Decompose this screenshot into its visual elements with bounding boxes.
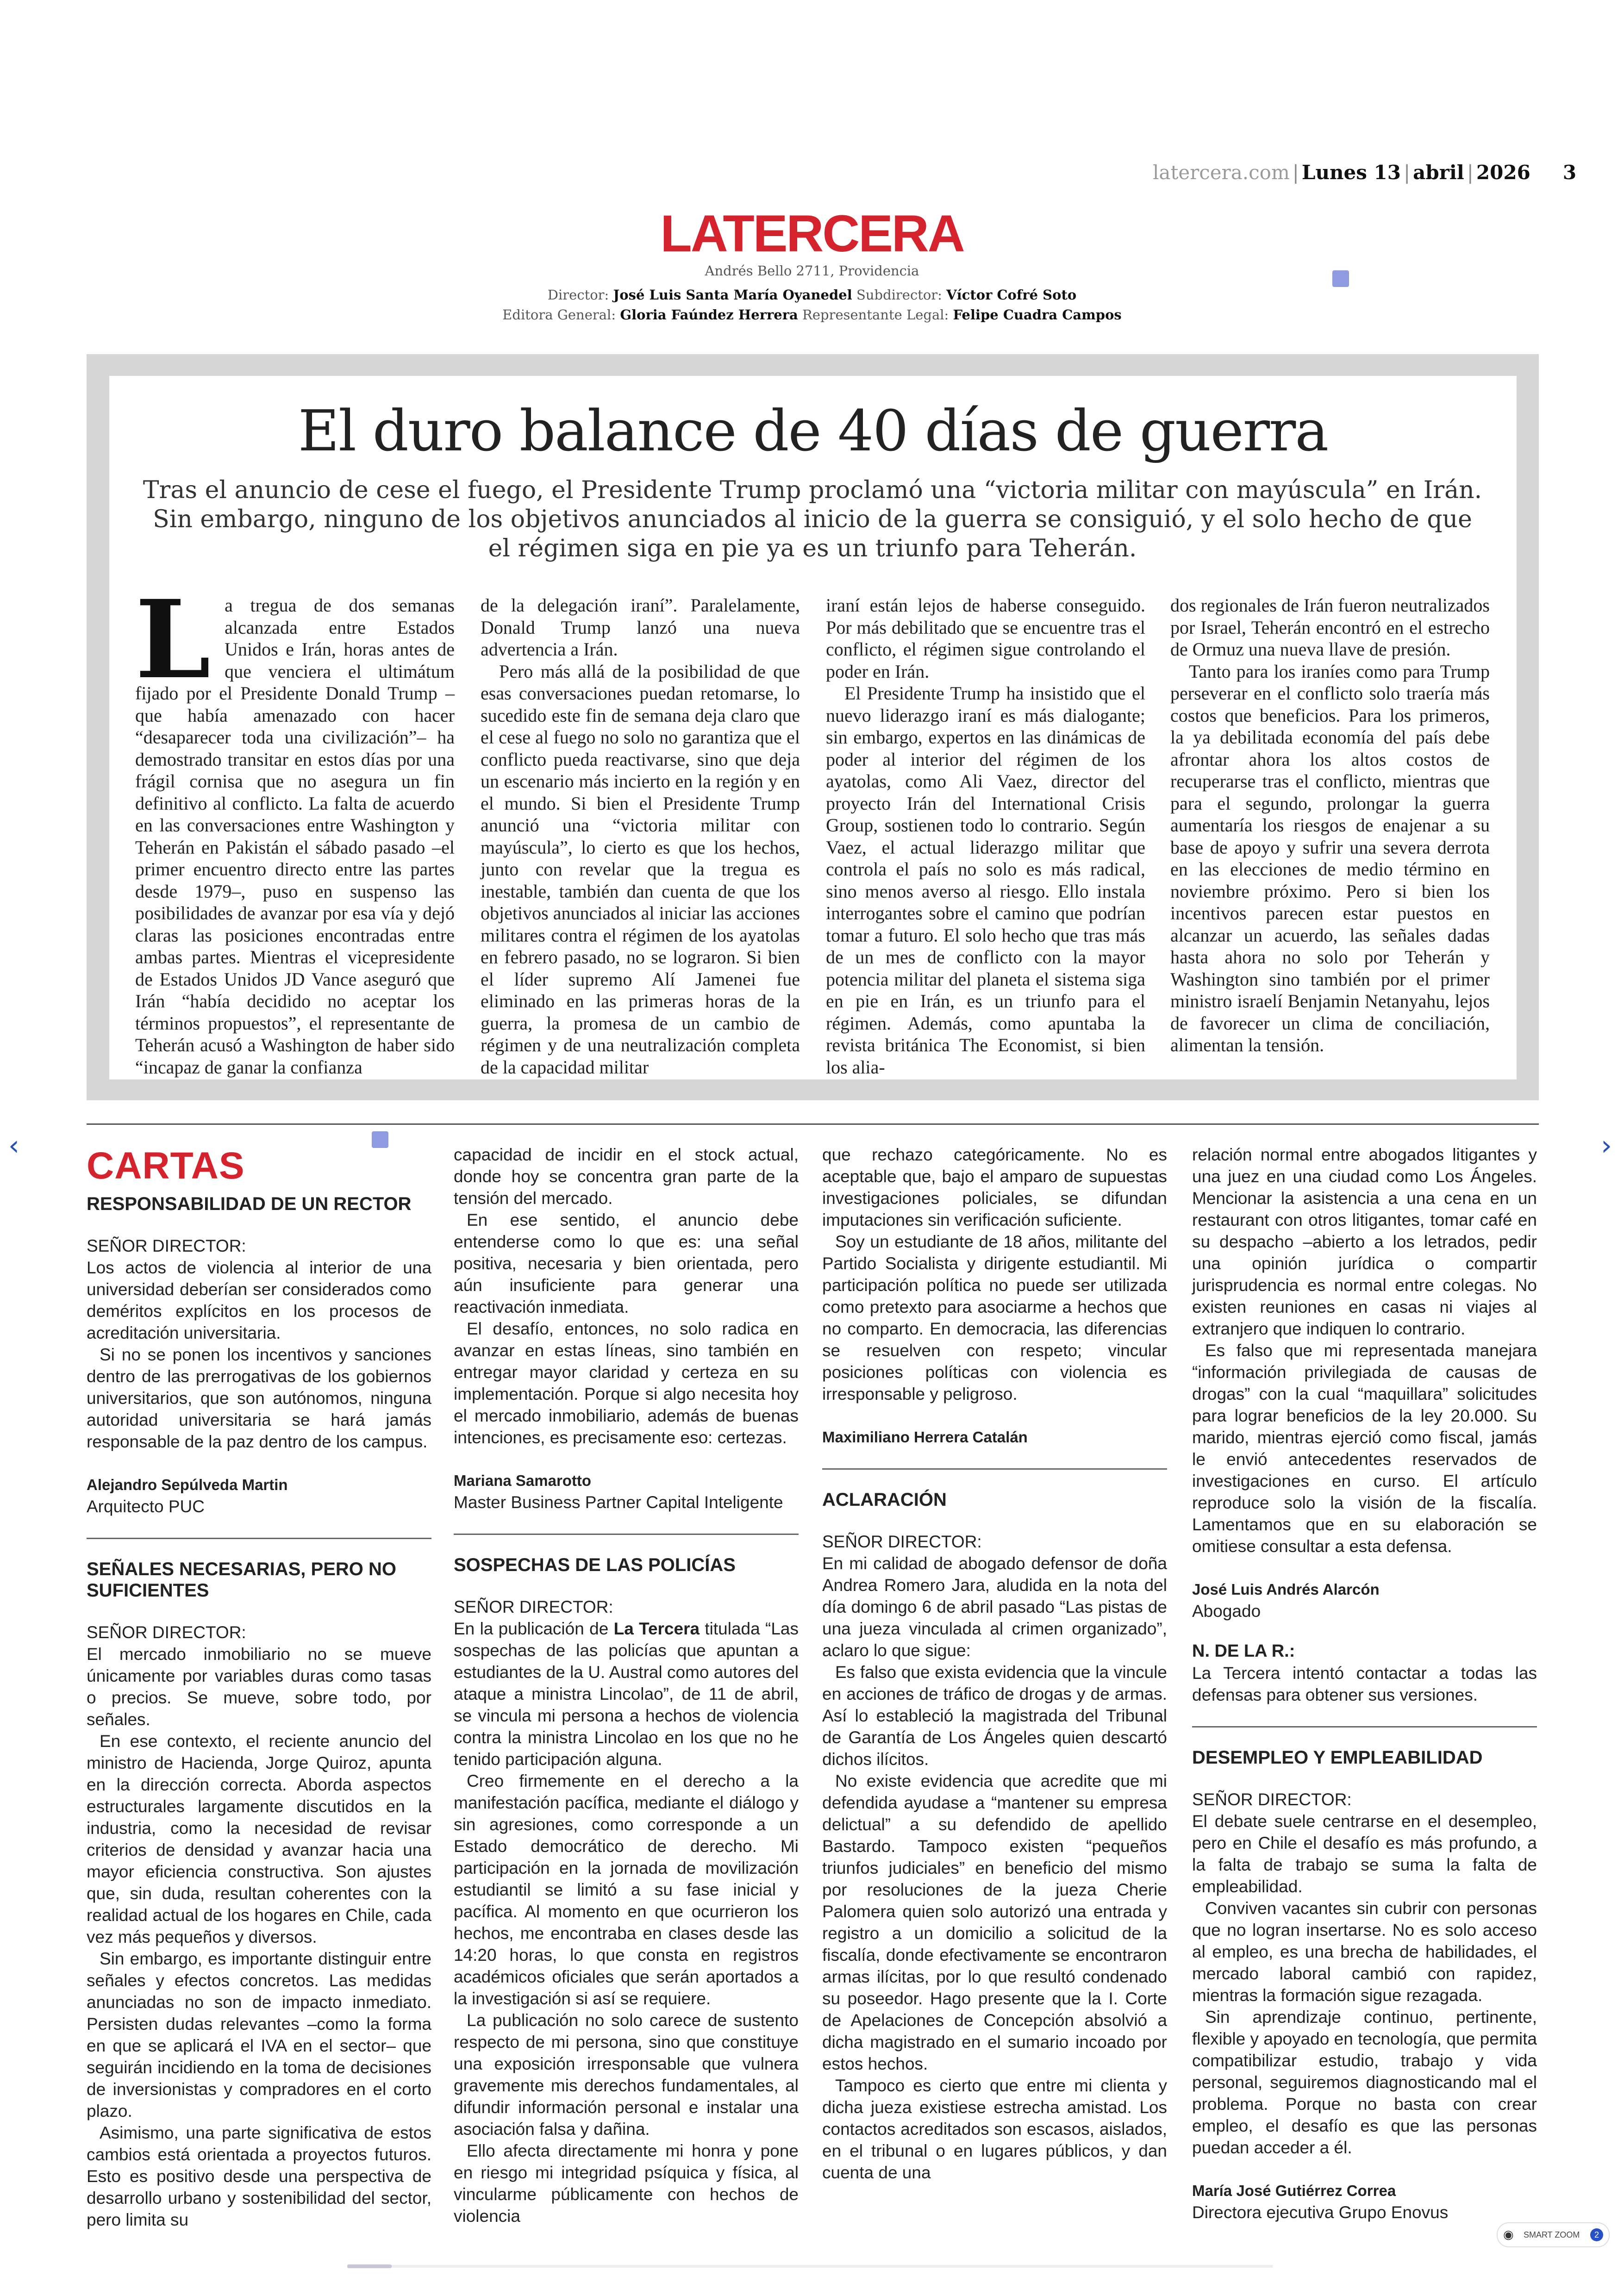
letter-divider: [1192, 1726, 1537, 1727]
editor-name: Gloria Faúndez Herrera: [620, 307, 798, 323]
letter-author: María José Gutiérrez Correa: [1192, 2182, 1396, 2199]
letters-column-3: que rechazo categóricamente. No es aceptable que, bajo el amparo de supuestas investigaciones policiales, se difundan imputaciones sin verificación suficiente. Soy un estudiante de 18 años, militante del Partido Socialista y dirigente estudiantil. Mi participación política no puede ser utilizada como pretexto para asociarme a hechos que no comparto. En democracia, las diferencias se resuelven con respeto; vincular posiciones políticas con violencia es irresponsable y peligroso. Maximiliano Herrera Catalán ACLARACIÓN SEÑOR DIRECTOR: En mi calidad de abogado defensor de doña Andrea Romero Jara, aludida en la nota del día domingo 6 de abril pasado “Las pistas de una jueza vinculada al crimen organizado”, aclaro lo que sigue: Es falso que exista evidencia que la vincule en acciones de tráfico de drogas y de armas. Así lo estableció la magistrada del Tribunal de Garantía de Los Ángeles quien descartó dichos ilícitos. No existe evidencia que acredite que mi defendida ayudase a “mantener su empresa delictual” a su defendido de apellido Bastardo. Tampoco existen “pequeños triunfos judiciales” en beneficio del mismo por resoluciones de la jueza Cherie Palomera quien solo autorizó una entrada y registro a un domicilio a solicitud de la fiscalía, donde efectivamente se encontraron armas ilícitas, por lo que resultó condenado su poseedor. Hago presente que la I. Corte de Apelaciones de Concepción absolvió a dicha magistrado en el sumario incoado por estos hechos. Tampoco es cierto que entre mi clienta y dicha jueza existiese estrecha amistad. Los contactos acreditados son escasos, aislados, en el tribunal o en lugares públicos, y dan cuenta de una: [822, 1145, 1167, 2182]
editorial-lead: Tras el anuncio de cese el fuego, el Presidente Trump proclamó una “victoria militar con mayúscula” en Irán. Sin embargo, ninguno de los objetivos anunciados al inicio de la guerra se consiguió, y el solo hecho de que el régimen siga en pie ya es un triunfo para Teherán.: [143, 476, 1482, 562]
date-year: 2026: [1476, 161, 1530, 184]
editorial-column-1: L a tregua de dos semanas alcanzada entre Estados Unidos e Irán, horas antes de que venciera el ultimátum fijado por el Presidente Donald Trump –que había amenazado con hacer “desaparecer toda una civilización”– ha demostrado transitar en estos días por una frágil cornisa que no asegura un fin definitivo al conflicto. La falta de acuerdo en las conversaciones entre Washington y Teherán en Pakistán el sábado pasado –el primer encuentro directo entre las partes desde 1979–, puso en suspenso las posibilidades de avanzar por esa vía y dejó claras las posiciones encontradas entre ambas partes. Mientras el vicepresidente de Estados Unidos JD Vance aseguró que Irán “había decidido no aceptar los términos propuestos”, el representante de Teherán acusó a Washington de haber sido “incapaz de ganar la confianza: [135, 576, 455, 1078]
letter-divider: [454, 1534, 799, 1535]
newspaper-address: Andrés Bello 2711, Providencia: [705, 263, 919, 279]
letter-title: SOSPECHAS DE LAS POLICÍAS: [454, 1555, 736, 1575]
section-title-cartas: CARTAS: [87, 1145, 245, 1187]
legal-rep-name: Felipe Cuadra Campos: [953, 307, 1122, 323]
editorial-column-3: iraní están lejos de haberse conseguido. Por más debilitado que se encuentre tras el conflicto, el régimen sigue controlando el poder en Irán. El Presidente Trump ha insistido que el nuevo liderazgo iraní es más dialogante; sin embargo, expertos en las dinámicas de poder al interior del régimen de los ayatolas, como Ali Vaez, director del proyecto Irán del International Crisis Group, sostienen todo lo contrario. Según Vaez, el actual liderazgo militar que controla el país no solo es más radical, sino menos averso al riesgo. Ello instala interrogantes sobre el camino que podrían tomar a futuro. El solo hecho que tras más de un mes de conflicto con la mayor potencia militar del planeta el sistema siga en pie en Irán, es un triunfo para el régimen. Además, como apuntaba la revista británica The Economist, si bien los alia-: [826, 595, 1145, 1078]
section-divider: [87, 1123, 1539, 1125]
letters-column-2: capacidad de incidir en el stock actual, donde hoy se concentra gran parte de la tensión del mercado. En ese sentido, el anuncio debe entenderse como lo que es: una señal positiva, necesaria y bien orientada, pero aún insuficiente para generar una reactivación inmediata. El desafío, entonces, no solo radica en avanzar en estas líneas, sino también en entregar mayor claridad y certeza en su implementación. Porque si algo necesita hoy el mercado inmobiliario, además de buenas intenciones, es precisamente eso: certezas. Mariana Samarotto Master Business Partner Capital Inteligente SOSPECHAS DE LAS POLICÍAS SEÑOR DIRECTOR: En la publicación de La Tercera titulada “Las sospechas de las policías que apuntan a estudiantes de la U. Austral como autores del ataque a ministra Lincolao”, de 11 de abril, se vincula mi persona a hechos de violencia contra la ministra Lincolao en los que no he tenido participación alguna. Creo firmemente en el derecho a la manifestación pacífica, mediante el diálogo y sin agresiones, como corresponde a un Estado democrático de derecho. Mi participación en la jornada de movilización estudiantil se limitó a su fase inicial y pacífica. Al momento en que ocurrieron los hechos, me encontraba en clases desde las 14:20 horas, lo que consta en registros académicos oficiales que serán aportados a la investigación si así se requiere. La publicación no solo carece de sustento respecto de mi persona, sino que constituye una exposición irresponsable que vulnera gravemente mis derechos fundamentales, al difundir información personal e instalar una asociación falsa y dañina. Ello afecta directamente mi honra y pone en riesgo mi integridad psíquica y física, al vincularme públicamente con hechos de violencia: [454, 1145, 799, 2226]
smart-zoom-label: SMART ZOOM: [1524, 2230, 1580, 2239]
drop-cap: L: [135, 576, 211, 703]
letter-title: SEÑALES NECESARIAS, PERO NO SUFICIENTES: [87, 1559, 397, 1601]
smart-zoom-button[interactable]: [1497, 2222, 1610, 2247]
letter-title: DESEMPLEO Y EMPLEABILIDAD: [1192, 1747, 1483, 1768]
letter-divider: [87, 1538, 431, 1539]
letter-divider: [822, 1468, 1167, 1470]
bookmark-icon[interactable]: [372, 1131, 388, 1148]
page-dateline: latercera.com | Lunes 13 | abril | 2026 3: [1153, 161, 1577, 184]
smart-zoom-badge: 2: [1590, 2228, 1603, 2241]
letter-title: ACLARACIÓN: [822, 1490, 947, 1510]
masthead-directors: Director: José Luis Santa María Oyanedel Subdirector: Víctor Cofré Soto: [547, 287, 1077, 303]
prev-page-arrow-icon[interactable]: ‹: [8, 1129, 19, 1162]
subdirector-name: Víctor Cofré Soto: [946, 287, 1077, 303]
site-url[interactable]: latercera.com: [1153, 161, 1290, 184]
editorial-headline: El duro balance de 40 días de guerra: [298, 398, 1328, 464]
scrollbar-thumb[interactable]: [347, 2264, 392, 2268]
horizontal-scrollbar[interactable]: [347, 2265, 1273, 2268]
letter-author: José Luis Andrés Alarcón: [1192, 1581, 1380, 1598]
eye-icon: ◉: [1503, 2227, 1514, 2241]
editor-note: La Tercera intentó contactar a todas las defensas para obtener sus versiones.: [1192, 1664, 1537, 1704]
newspaper-logo: LATERCERA: [660, 205, 964, 262]
date-month: abril: [1413, 161, 1464, 184]
editor-note-title: N. DE LA R.:: [1192, 1641, 1295, 1661]
letter-author: Alejandro Sepúlveda Martin: [87, 1476, 288, 1493]
letter-title: RESPONSABILIDAD DE UN RECTOR: [87, 1194, 412, 1214]
director-name: José Luis Santa María Oyanedel: [613, 287, 852, 303]
bookmark-icon[interactable]: [1332, 270, 1349, 287]
editorial-column-4: dos regionales de Irán fueron neutralizados por Israel, Teherán encontró en el estrecho de Ormuz una nueva llave de presión. Tanto para los iraníes como para Trump perseverar en el conflicto solo traería más costos que beneficios. Para los primeros, la ya debilitada economía del país debe afrontar ahora los altos costos de recuperarse tras el conflicto, mientras que para el segundo, prolongar la guerra aumentaría los riesgos de enajenar a su base de apoyo y sufrir una severa derrota en las elecciones de medio término en noviembre próximo. Pero si bien los incentivos parecen estar puestos en alcanzar un acuerdo, las señales dadas hasta ahora no solo por Teherán y Washington sino también por el primer ministro israelí Benjamin Netanyahu, lejos de favorecer un clima de conciliación, alimentan la tensión.: [1170, 595, 1490, 1055]
date-day: Lunes 13: [1301, 161, 1401, 184]
letters-column-1: RESPONSABILIDAD DE UN RECTOR SEÑOR DIRECTOR: Los actos de violencia al interior de una universidad deberían ser considerados como deméritos explícitos en los procesos de acreditación universitaria. Si no se ponen los incentivos y sanciones dentro de las prerrogativas de los gobiernos universitarios, que son autónomos, ninguna autoridad universitaria se hará jamás responsable de la paz dentro de los campus. Alejandro Sepúlveda Martin Arquitecto PUC SEÑALES NECESARIAS, PERO NO SUFICIENTES SEÑOR DIRECTOR: El mercado inmobiliario no se mueve únicamente por variables duras como tasas o precios. Se mueve, sobre todo, por señales. En ese contexto, el reciente anuncio del ministro de Hacienda, Jorge Quiroz, apunta en la dirección correcta. Aborda aspectos estructurales largamente discutidos en la industria, como la necesidad de revisar criterios de densidad y avanzar hacia una mayor eficiencia constructiva. Son ajustes que, sin duda, resultan coherentes con la realidad actual de los hogares en Chile, cada vez más pequeños y diversos. Sin embargo, es importante distinguir entre señales y efectos concretos. Las medidas anunciadas no son de impacto inmediato. Persisten dudas relevantes –como la forma en que se aplicará el IVA en el sector– que seguirán incidiendo en la toma de decisiones de inversionistas y compradores en el corto plazo. Asimismo, una parte significativa de estos cambios está orientada a proyectos futuros. Esto es positivo desde una perspectiva de desarrollo urbano y sostenibilidad del sector, pero limita su: [87, 1194, 431, 2229]
page-number: 3: [1562, 161, 1577, 184]
editorial-column-2: de la delegación iraní”. Paralelamente, Donald Trump lanzó una nueva advertencia a Irán. Pero más allá de la posibilidad de que esas conversaciones puedan retomarse, lo sucedido este fin de semana deja claro que el cese al fuego no solo no garantiza que el conflicto pueda reactivarse, sino que deja un escenario más incierto en la región y en el mundo. Si bien el Presidente Trump anunció una “victoria militar con mayúscula”, lo cierto es que los hechos, junto con revelar que la tregua es inestable, también dan cuenta de que los objetivos anunciados al iniciar las acciones militares contra el régimen de los ayatolas en febrero pasado, no se lograron. Si bien el líder supremo Alí Jamenei fue eliminado en las primeras horas de la guerra, la promesa de un cambio de régimen y de una neutralización completa de la capacidad militar: [481, 595, 800, 1078]
masthead-editors: Editora General: Gloria Faúndez Herrera Representante Legal: Felipe Cuadra Campos: [502, 307, 1122, 323]
letters-column-4: relación normal entre abogados litigantes y una juez en una ciudad como Los Ángeles. Mencionar la asistencia a una cena en un restaurant con otros litigantes, tomar café en su despacho –abierto a los letrados, pedir una opinión jurídica o compartir jurisprudencia es normal entre colegas. No existen reuniones en casas ni viajes al extranjero que indiquen lo contrario. Es falso que mi representada manejara “información privilegiada de causas de drogas” con la cual “maquillara” solicitudes para lograr beneficios de la ley 20.000. Su marido, mientras ejerció como fiscal, jamás le envió antecedentes reservados de investigaciones en curso. El artículo reproduce solo la visión de la fiscalía. Lamentamos que en su elaboración se omitiese consultar a esta defensa. José Luis Andrés Alarcón Abogado N. DE LA R.: La Tercera intentó contactar a todas las defensas para obtener sus versiones. DESEMPLEO Y EMPLEABILIDAD SEÑOR DIRECTOR: El debate suele centrarse en el desempleo, pero en Chile el desafío es más profundo, a la falta de trabajo se suma la falta de empleabilidad. Conviven vacantes sin cubrir con personas que no logran insertarse. No es solo acceso al empleo, es una brecha de habilidades, el mercado laboral cambió con rapidez, mientras la formación sigue rezagada. Sin aprendizaje continuo, pertinente, flexible y apoyado en tecnología, que permita compatibilizar estudio, trabajo y vida personal, seguiremos diagnosticando mal el problema. Porque no basta con crear empleo, el desafío es que las personas puedan acceder a él. María José Gutiérrez Correa Directora ejecutiva Grupo Enovus: [1192, 1145, 1537, 2222]
letter-author: Mariana Samarotto: [454, 1472, 592, 1489]
letter-author: Maximiliano Herrera Catalán: [822, 1428, 1028, 1446]
next-page-arrow-icon[interactable]: ›: [1601, 1129, 1612, 1162]
